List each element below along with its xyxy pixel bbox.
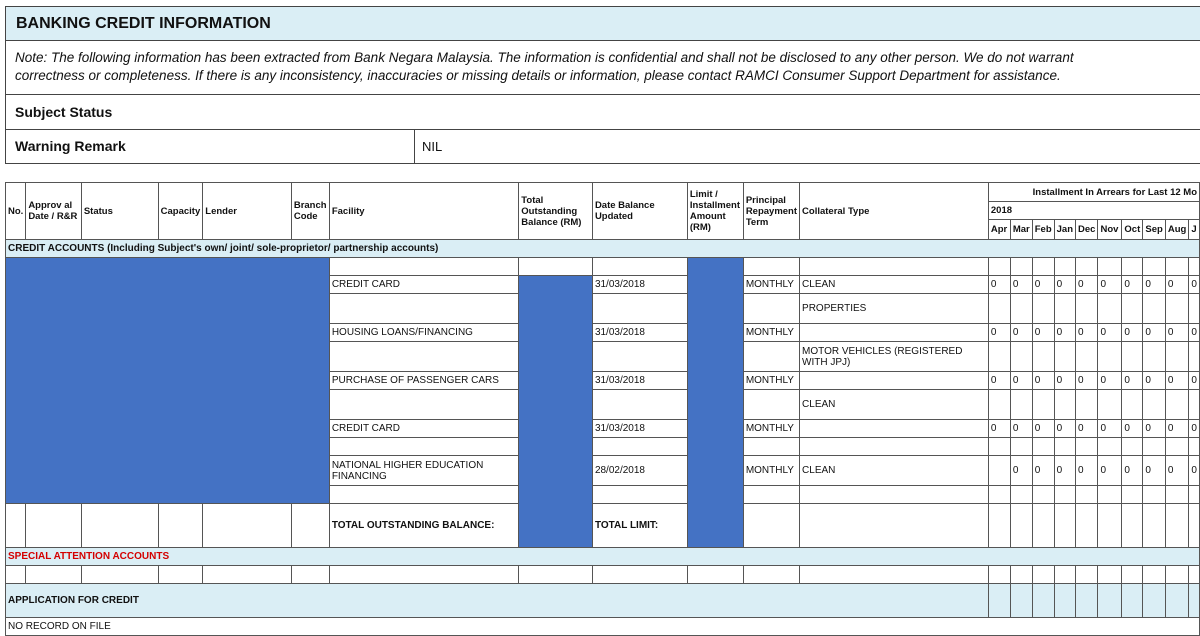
col-collateral: Collateral Type — [800, 183, 989, 240]
empty-cell — [6, 566, 26, 584]
empty-cell — [1010, 504, 1032, 548]
empty-cell — [1054, 566, 1075, 584]
arrears-cell — [1076, 390, 1098, 420]
credit-accounts-band — [6, 240, 1200, 258]
arrears-cell — [1122, 342, 1143, 372]
arrears-cell: 0 — [1010, 324, 1032, 342]
empty-cell — [743, 566, 799, 584]
warning-remark-value: NIL — [415, 130, 1200, 164]
empty-cell — [1032, 584, 1054, 618]
arrears-cell: 0 — [1165, 372, 1188, 390]
date-cell — [592, 294, 687, 324]
facility-cell — [329, 258, 518, 276]
arrears-cell — [1189, 390, 1200, 420]
application-band — [6, 584, 1200, 618]
arrears-cell — [988, 456, 1010, 486]
empty-cell — [1189, 584, 1200, 618]
facility-cell — [329, 390, 518, 420]
arrears-cell — [1010, 438, 1032, 456]
arrears-cell — [1054, 342, 1075, 372]
arrears-cell — [1189, 486, 1200, 504]
date-cell: 28/02/2018 — [592, 456, 687, 486]
arrears-cell — [1143, 294, 1165, 324]
empty-cell — [1122, 566, 1143, 584]
arrears-cell: 0 — [1054, 372, 1075, 390]
arrears-cell — [1122, 294, 1143, 324]
no-record-label: NO RECORD ON FILE — [6, 618, 1200, 636]
arrears-cell: 0 — [1076, 456, 1098, 486]
arrears-cell: 0 — [1010, 420, 1032, 438]
month-header: Dec — [1076, 220, 1098, 240]
col-arrears-title: Installment In Arrears for Last 12 Mo — [988, 183, 1199, 202]
empty-cell — [800, 566, 989, 584]
arrears-cell: 0 — [1032, 324, 1054, 342]
month-header: J — [1189, 220, 1200, 240]
facility-cell: CREDIT CARD — [329, 420, 518, 438]
arrears-cell — [988, 258, 1010, 276]
empty-cell — [26, 504, 82, 548]
arrears-cell: 0 — [1054, 420, 1075, 438]
col-total-outstanding: Total Outstanding Balance (RM) — [519, 183, 593, 240]
empty-cell — [1032, 504, 1054, 548]
arrears-cell — [1165, 438, 1188, 456]
date-cell — [592, 486, 687, 504]
arrears-cell — [1032, 390, 1054, 420]
arrears-cell: 0 — [1076, 276, 1098, 294]
empty-cell — [291, 504, 329, 548]
month-header: Mar — [1010, 220, 1032, 240]
arrears-cell — [988, 294, 1010, 324]
arrears-cell — [1122, 390, 1143, 420]
empty-cell — [1076, 566, 1098, 584]
col-facility: Facility — [329, 183, 518, 240]
arrears-cell — [1010, 342, 1032, 372]
collateral-cell: CLEAN — [800, 276, 989, 294]
arrears-cell: 0 — [988, 276, 1010, 294]
redacted-outstanding-balance — [519, 276, 593, 548]
empty-cell — [329, 566, 518, 584]
arrears-cell: 0 — [988, 372, 1010, 390]
arrears-cell: 0 — [1122, 456, 1143, 486]
facility-cell — [329, 486, 518, 504]
arrears-cell — [1143, 390, 1165, 420]
term-cell: MONTHLY — [743, 456, 799, 486]
collateral-cell: MOTOR VEHICLES (REGISTERED WITH JPJ) — [800, 342, 989, 372]
arrears-cell — [1010, 486, 1032, 504]
facility-cell — [329, 294, 518, 324]
term-cell — [743, 342, 799, 372]
arrears-cell — [1189, 294, 1200, 324]
empty-cell — [1189, 504, 1200, 548]
date-cell — [592, 438, 687, 456]
empty-cell — [158, 566, 203, 584]
empty-cell — [1165, 504, 1188, 548]
arrears-cell — [1076, 342, 1098, 372]
arrears-cell: 0 — [1032, 456, 1054, 486]
arrears-cell: 0 — [1076, 420, 1098, 438]
empty-cell — [988, 504, 1010, 548]
empty-cell — [1010, 584, 1032, 618]
arrears-cell: 0 — [1189, 420, 1200, 438]
month-header: Nov — [1098, 220, 1122, 240]
note-line-2: correctness or completeness. If there is any inconsistency, inaccuracies or missing details or information, please contact RAMCI Consumer Support Department for assistance. — [15, 68, 1061, 83]
empty-cell — [203, 566, 292, 584]
arrears-cell — [1098, 486, 1122, 504]
application-label: APPLICATION FOR CREDIT — [6, 584, 989, 618]
date-cell — [592, 342, 687, 372]
empty-cell — [1010, 566, 1032, 584]
arrears-cell: 0 — [1165, 276, 1188, 294]
month-header: Jan — [1054, 220, 1075, 240]
arrears-cell — [1010, 258, 1032, 276]
empty-cell — [291, 566, 329, 584]
arrears-cell — [1098, 342, 1122, 372]
month-header: Aug — [1165, 220, 1188, 240]
empty-cell — [1143, 566, 1165, 584]
arrears-cell — [1143, 438, 1165, 456]
arrears-cell: 0 — [1189, 324, 1200, 342]
month-header: Apr — [988, 220, 1010, 240]
date-cell — [592, 258, 687, 276]
section-title: BANKING CREDIT INFORMATION — [5, 6, 1200, 41]
arrears-cell — [1010, 390, 1032, 420]
arrears-cell — [1076, 294, 1098, 324]
credit-accounts-table — [5, 182, 1200, 636]
empty-cell — [519, 566, 593, 584]
redacted-limit — [687, 258, 743, 548]
term-cell — [743, 294, 799, 324]
arrears-cell: 0 — [1189, 456, 1200, 486]
empty-cell — [1143, 584, 1165, 618]
arrears-cell — [1189, 342, 1200, 372]
arrears-cell — [1098, 258, 1122, 276]
facility-cell: CREDIT CARD — [329, 276, 518, 294]
empty-cell — [1098, 566, 1122, 584]
arrears-cell: 0 — [1143, 372, 1165, 390]
arrears-cell — [1098, 390, 1122, 420]
arrears-cell: 0 — [1098, 276, 1122, 294]
arrears-cell — [1054, 390, 1075, 420]
arrears-cell — [1189, 258, 1200, 276]
month-header: Feb — [1032, 220, 1054, 240]
total-outstanding-label: TOTAL OUTSTANDING BALANCE: — [329, 504, 518, 548]
arrears-cell: 0 — [1143, 324, 1165, 342]
arrears-cell: 0 — [1143, 456, 1165, 486]
arrears-cell — [1076, 438, 1098, 456]
arrears-cell: 0 — [1165, 324, 1188, 342]
arrears-cell: 0 — [1098, 372, 1122, 390]
arrears-cell: 0 — [1165, 456, 1188, 486]
arrears-cell: 0 — [1076, 372, 1098, 390]
arrears-cell — [1122, 258, 1143, 276]
arrears-cell — [1098, 294, 1122, 324]
arrears-cell: 0 — [1032, 420, 1054, 438]
arrears-cell: 0 — [1054, 276, 1075, 294]
arrears-cell — [1054, 258, 1075, 276]
year-label: 2018 — [988, 202, 1199, 220]
date-cell — [592, 390, 687, 420]
redacted-account-details — [6, 258, 330, 504]
empty-cell — [1054, 504, 1075, 548]
arrears-cell: 0 — [988, 420, 1010, 438]
arrears-cell: 0 — [1010, 456, 1032, 486]
arrears-cell — [1143, 258, 1165, 276]
arrears-cell — [1054, 294, 1075, 324]
col-status: Status — [81, 183, 158, 240]
empty-cell — [26, 566, 82, 584]
facility-cell: NATIONAL HIGHER EDUCATION FINANCING — [329, 456, 518, 486]
collateral-cell — [800, 324, 989, 342]
empty-cell — [158, 504, 203, 548]
date-cell: 31/03/2018 — [592, 420, 687, 438]
term-cell: MONTHLY — [743, 276, 799, 294]
header-row-1 — [6, 183, 1200, 202]
empty-cell — [1098, 504, 1122, 548]
facility-cell — [329, 342, 518, 372]
arrears-cell: 0 — [1098, 456, 1122, 486]
arrears-cell — [988, 390, 1010, 420]
term-cell: MONTHLY — [743, 420, 799, 438]
arrears-cell — [1165, 294, 1188, 324]
arrears-cell: 0 — [1010, 276, 1032, 294]
month-header: Oct — [1122, 220, 1143, 240]
empty-cell — [592, 566, 687, 584]
arrears-cell — [1076, 486, 1098, 504]
empty-cell — [687, 566, 743, 584]
arrears-cell: 0 — [1189, 276, 1200, 294]
warning-remark-label: Warning Remark — [5, 130, 415, 164]
date-cell: 31/03/2018 — [592, 372, 687, 390]
collateral-cell — [800, 486, 989, 504]
arrears-cell: 0 — [1010, 372, 1032, 390]
empty-cell — [81, 566, 158, 584]
arrears-cell: 0 — [988, 324, 1010, 342]
arrears-cell — [1122, 438, 1143, 456]
month-header: Sep — [1143, 220, 1165, 240]
arrears-cell: 0 — [1098, 324, 1122, 342]
arrears-cell — [1165, 390, 1188, 420]
empty-cell — [1032, 566, 1054, 584]
arrears-cell: 0 — [1032, 372, 1054, 390]
arrears-cell — [1032, 258, 1054, 276]
arrears-cell — [988, 438, 1010, 456]
arrears-cell — [988, 342, 1010, 372]
arrears-cell: 0 — [1054, 324, 1075, 342]
empty-cell — [1098, 584, 1122, 618]
total-limit-label: TOTAL LIMIT: — [592, 504, 687, 548]
arrears-cell — [1165, 258, 1188, 276]
collateral-cell — [800, 438, 989, 456]
arrears-cell: 0 — [1122, 372, 1143, 390]
col-date-balance: Date Balance Updated — [592, 183, 687, 240]
collateral-cell — [800, 258, 989, 276]
empty-cell — [81, 504, 158, 548]
arrears-cell: 0 — [1076, 324, 1098, 342]
empty-cell — [1143, 504, 1165, 548]
arrears-cell: 0 — [1054, 456, 1075, 486]
table-row — [6, 258, 1200, 276]
arrears-cell — [1054, 486, 1075, 504]
arrears-cell — [1122, 486, 1143, 504]
col-limit: Limit / Installment Amount (RM) — [687, 183, 743, 240]
arrears-cell: 0 — [1122, 420, 1143, 438]
col-branch: Branch Code — [291, 183, 329, 240]
empty-cell — [1076, 504, 1098, 548]
arrears-cell — [1143, 342, 1165, 372]
arrears-cell: 0 — [1143, 276, 1165, 294]
col-lender: Lender — [203, 183, 292, 240]
note-line-1: Note: The following information has been extracted from Bank Negara Malaysia. The information is confidential and shall not be disclosed to any other person. We do not warrant — [15, 50, 1074, 65]
facility-cell — [329, 438, 518, 456]
credit-accounts-label: CREDIT ACCOUNTS (Including Subject's own/ joint/ sole-proprietor/ partnership accounts) — [6, 240, 1200, 258]
empty-cell — [1165, 566, 1188, 584]
outstanding-cell — [519, 258, 593, 276]
arrears-cell — [1165, 486, 1188, 504]
empty-cell — [1165, 584, 1188, 618]
totals-row — [6, 504, 1200, 548]
empty-cell — [203, 504, 292, 548]
empty-cell — [1122, 504, 1143, 548]
empty-cell — [6, 504, 26, 548]
collateral-cell — [800, 372, 989, 390]
term-cell — [743, 258, 799, 276]
arrears-cell — [1010, 294, 1032, 324]
empty-cell — [800, 504, 989, 548]
date-cell: 31/03/2018 — [592, 324, 687, 342]
arrears-cell: 0 — [1189, 372, 1200, 390]
term-cell — [743, 486, 799, 504]
empty-cell — [1189, 566, 1200, 584]
arrears-cell — [1054, 438, 1075, 456]
empty-cell — [1076, 584, 1098, 618]
term-cell — [743, 438, 799, 456]
empty-cell — [1122, 584, 1143, 618]
date-cell: 31/03/2018 — [592, 276, 687, 294]
arrears-cell: 0 — [1143, 420, 1165, 438]
collateral-cell: CLEAN — [800, 456, 989, 486]
arrears-cell: 0 — [1122, 324, 1143, 342]
disclaimer-note — [5, 41, 1200, 95]
empty-cell — [743, 504, 799, 548]
arrears-cell — [1189, 438, 1200, 456]
special-attention-label: SPECIAL ATTENTION ACCOUNTS — [6, 548, 1200, 566]
term-cell: MONTHLY — [743, 324, 799, 342]
arrears-cell — [1032, 486, 1054, 504]
col-capacity: Capacity — [158, 183, 203, 240]
collateral-cell — [800, 420, 989, 438]
facility-cell: PURCHASE OF PASSENGER CARS — [329, 372, 518, 390]
col-principal: Principal Repayment Term — [743, 183, 799, 240]
col-approval: Approv al Date / R&R — [26, 183, 82, 240]
arrears-cell — [1165, 342, 1188, 372]
empty-cell — [1054, 584, 1075, 618]
arrears-cell: 0 — [1165, 420, 1188, 438]
arrears-cell — [1076, 258, 1098, 276]
arrears-cell: 0 — [1122, 276, 1143, 294]
empty-cell — [988, 566, 1010, 584]
arrears-cell: 0 — [1032, 276, 1054, 294]
facility-cell: HOUSING LOANS/FINANCING — [329, 324, 518, 342]
term-cell — [743, 390, 799, 420]
arrears-cell — [1143, 486, 1165, 504]
arrears-cell — [1098, 438, 1122, 456]
arrears-cell — [1032, 342, 1054, 372]
arrears-cell — [1032, 438, 1054, 456]
term-cell: MONTHLY — [743, 372, 799, 390]
subject-status-label: Subject Status — [5, 95, 1200, 130]
empty-cell — [988, 584, 1010, 618]
empty-row — [6, 566, 1200, 584]
no-record-row — [6, 618, 1200, 636]
arrears-cell — [988, 486, 1010, 504]
collateral-cell: PROPERTIES — [800, 294, 989, 324]
col-no: No. — [6, 183, 26, 240]
collateral-cell: CLEAN — [800, 390, 989, 420]
special-attention-band — [6, 548, 1200, 566]
arrears-cell — [1032, 294, 1054, 324]
arrears-cell: 0 — [1098, 420, 1122, 438]
